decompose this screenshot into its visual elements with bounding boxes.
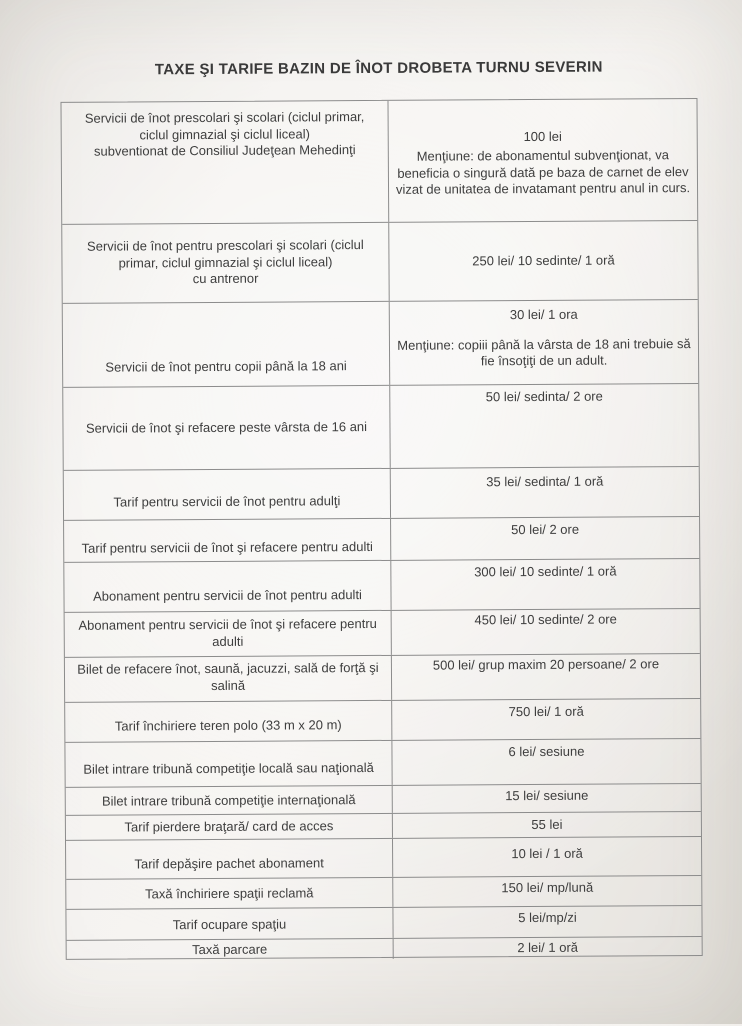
tariff-cell [394, 937, 702, 959]
tariff-cell [391, 559, 699, 610]
table-row [65, 609, 700, 658]
tariff-value: 450 lei/ 10 sedinte/ 2 ore [474, 611, 617, 628]
service-label: Bilet intrare tribună competiţie locală sau naţională [65, 741, 392, 787]
tariff-value: 6 lei/ sesiune [508, 743, 585, 760]
tariff-value: 500 lei/ grup maxim 20 persoane/ 2 ore [432, 656, 660, 673]
service-label: Servicii de înot prescolari şi scolari (ciclul primar, ciclul gimnazial şi ciclul liceal) subventionat de Consiliul Judeţean Mehedinţi [61, 101, 389, 224]
tariff-value: 250 lei/ 10 sedinte/ 1 oră [472, 252, 615, 269]
table-row [65, 739, 700, 788]
tariff-cell [393, 837, 701, 877]
service-label: Tarif ocupare spaţiu [66, 908, 393, 940]
service-label: Tarif depăşire pachet abonament [66, 839, 393, 879]
table-row [65, 699, 700, 743]
table-row [66, 784, 701, 816]
tariff-table [60, 98, 702, 960]
tariff-cell [393, 812, 701, 838]
tariff-value: 50 lei/ sedinta/ 2 ore [485, 388, 603, 405]
table-row [63, 384, 698, 471]
tariff-cell [392, 654, 700, 700]
service-label: Tarif închiriere teren polo (33 m x 20 m) [65, 701, 392, 742]
tariff-value: 300 lei/ 10 sedinte/ 1 oră [474, 563, 617, 580]
tariff-value: 50 lei/ 2 ore [511, 521, 580, 538]
tariff-value: 10 lei / 1 oră [511, 845, 583, 862]
tariff-cell [393, 784, 701, 813]
tariff-cell [392, 609, 700, 655]
table-row [66, 876, 701, 910]
service-label: Tarif pentru servicii de înot pentru adulţi [64, 469, 391, 520]
table-row [67, 937, 702, 961]
tariff-value: 55 lei [531, 816, 563, 832]
service-label: Tarif pentru servicii de înot şi refacere pentru adulti [64, 519, 391, 562]
table-row [64, 517, 699, 563]
tariff-value: 100 lei [523, 129, 562, 145]
tariff-cell [393, 906, 701, 938]
tariff-cell [392, 699, 700, 740]
service-label: Servicii de înot pentru copii până la 18 ani [63, 302, 391, 387]
tariff-cell [392, 739, 700, 785]
tariff-value: 15 lei/ sesiune [505, 787, 589, 804]
tariff-value: 30 lei/ 1 ora [509, 306, 578, 323]
service-label: Tarif pierdere braţară/ card de acces [66, 814, 393, 840]
table-row [64, 559, 699, 613]
tariff-note: Menţiune: copiii până la vârsta de 18 ani trebuie să fie însoţiţi de un adult. [397, 335, 691, 369]
tariff-value: 5 lei/mp/zi [518, 909, 577, 926]
tariff-cell [389, 221, 697, 301]
table-row [66, 812, 701, 841]
table-row [62, 221, 697, 304]
table-row [65, 654, 700, 703]
table-row [66, 906, 701, 941]
table-row [61, 99, 697, 225]
table-row [66, 837, 701, 880]
tariff-cell [390, 384, 698, 468]
service-label: Abonament pentru servicii de înot şi refacere pentru adulti [65, 611, 392, 657]
tariff-cell [391, 467, 699, 518]
table-row [63, 300, 699, 388]
service-label: Bilet de refacere înot, saună, jacuzzi, sală de forţă şi salină [65, 656, 392, 702]
service-label: Taxă închiriere spaţii reclamă [66, 878, 393, 909]
service-label: Servicii de înot pentru prescolari şi scolari (ciclul primar, ciclul gimnazial şi ciclul liceal) cu antrenor [62, 223, 389, 303]
tariff-cell [391, 517, 699, 560]
tariff-cell [388, 99, 697, 222]
table-row [64, 467, 699, 521]
service-label: Bilet intrare tribună competiţie internaţională [66, 786, 393, 815]
tariff-cell [393, 876, 701, 907]
service-label: Taxă parcare [67, 939, 394, 961]
tariff-note: Menţiune: de abonamentul subvenţionat, va beneficia o singură dată pe baza de carnet de elev vizat de unitatea de invatamant pentru anul in curs. [395, 147, 691, 197]
tariff-value: 750 lei/ 1 oră [508, 703, 584, 720]
tariff-value: 2 lei/ 1 oră [517, 939, 579, 955]
service-label: Abonament pentru servicii de înot pentru adulti [64, 561, 391, 612]
tariff-cell [390, 300, 699, 385]
tariff-value: 35 lei/ sedinta/ 1 oră [486, 473, 604, 490]
document-title: TAXE ŞI TARIFE BAZIN DE ÎNOT DROBETA TURNU SEVERIN [154, 58, 603, 79]
tariff-value: 150 lei/ mp/lună [501, 879, 594, 896]
service-label: Servicii de înot şi refacere peste vârsta de 16 ani [63, 386, 390, 470]
